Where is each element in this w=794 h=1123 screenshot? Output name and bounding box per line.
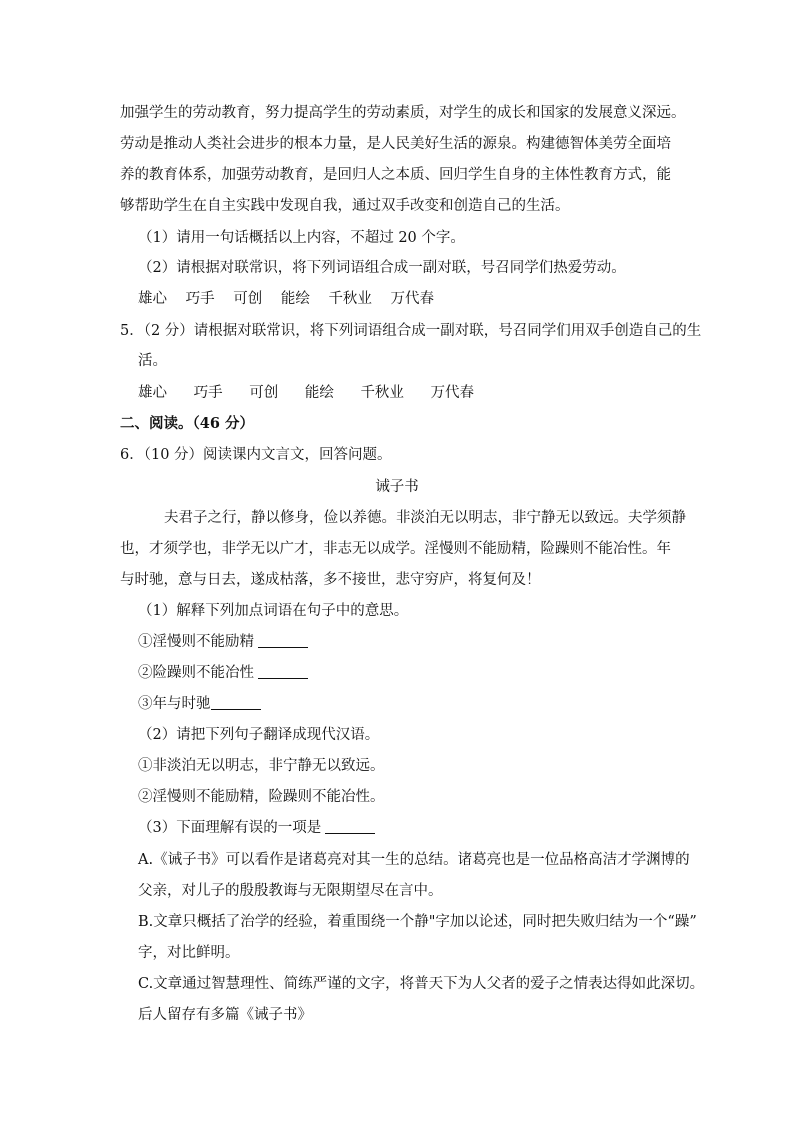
word-item: 能绘 (280, 291, 310, 307)
option-a-line-2: 父亲，对儿子的殷殷教诲与无限期望尽在言中。 (138, 883, 443, 899)
subquestion-3 (138, 818, 375, 838)
subquestion-2b: ②淫慢则不能励精，险躁则不能冶性。 (138, 789, 385, 805)
word-list-1 (138, 289, 448, 309)
subquestion-3-text: （3）下面理解有误的一项是 (138, 820, 322, 836)
passage-title: 诫子书 (375, 479, 419, 495)
question-5: 5．（2 分）请根据对联常识，将下列词语组合成一副对联，号召同学们用双手创造自己的生 (120, 323, 702, 339)
word-list-2 (138, 383, 496, 403)
passage-line-1: 加强学生的劳动教育，努力提高学生的劳动素质，对学生的成长和国家的发展意义深远。 (120, 105, 686, 121)
subquestion-2: （2）请把下列句子翻译成现代汉语。 (138, 727, 380, 743)
subquestion-1c (138, 694, 261, 714)
option-b-line-1: B.文章只概括了治学的经验，着重围绕一个静"字加以论述，同时把失败归结为一个“躁” (138, 914, 697, 930)
word-item: 万代春 (390, 291, 435, 307)
subquestion-1a-text: ①淫慢则不能励精 (138, 634, 254, 650)
option-a-line-1: A.《诫子书》可以看作是诸葛亮对其一生的总结。诸葛亮也是一位品格高洁才学渊博的 (138, 852, 690, 868)
question-4-2: （2）请根据对联常识，将下列词语组合成一副对联，号召同学们热爱劳动。 (138, 260, 626, 276)
subquestion-1a (138, 632, 308, 652)
question-5-cont: 活。 (138, 353, 167, 369)
answer-blank[interactable] (325, 819, 375, 834)
subquestion-1b (138, 663, 308, 683)
subquestion-1b-text: ②险躁则不能冶性 (138, 665, 254, 681)
section-heading-reading: 二、阅读。（46 分） (120, 415, 254, 432)
classical-text-line-2: 也，才须学也，非学无以广才，非志无以成学。淫慢则不能励精，险躁则不能冶性。年 (120, 541, 671, 557)
answer-blank[interactable] (258, 664, 308, 679)
word-item: 千秋业 (328, 291, 372, 307)
word-item: 巧手 (193, 385, 223, 401)
question-4-1: （1）请用一句话概括以上内容，不超过 20 个字。 (138, 230, 465, 246)
subquestion-2a: ①非淡泊无以明志，非宁静无以致远。 (138, 758, 385, 774)
option-c-line-1: C.文章通过智慧理性、简练严谨的文字，将普天下为人父者的爱子之情表达得如此深切。 (138, 976, 705, 992)
word-item: 能绘 (304, 385, 334, 401)
passage-line-2: 劳动是推动人类社会进步的根本力量，是人民美好生活的源泉。构建德智体美劳全面培 (120, 136, 671, 152)
option-b-line-2: 字，对比鲜明。 (138, 945, 240, 961)
option-c-line-2: 后人留存有多篇《诫子书》 (138, 1007, 312, 1023)
word-item: 雄心 (138, 385, 167, 401)
word-item: 巧手 (185, 291, 215, 307)
answer-blank[interactable] (211, 695, 261, 710)
question-6: 6．（10 分）阅读课内文言文，回答问题。 (120, 447, 392, 463)
word-item: 万代春 (430, 385, 475, 401)
word-item: 可创 (233, 291, 263, 307)
subquestion-1c-text: ③年与时驰 (138, 696, 211, 712)
answer-blank[interactable] (258, 633, 308, 648)
passage-line-4: 够帮助学生在自主实践中发现自我，通过双手改变和创造自己的生活。 (120, 198, 570, 214)
subquestion-1: （1）解释下列加点词语在句子中的意思。 (138, 603, 409, 619)
word-item: 雄心 (138, 291, 167, 307)
word-item: 千秋业 (360, 385, 404, 401)
classical-text-line-3: 与时驰，意与日去，遂成枯落，多不接世，悲守穷庐，将复何及！ (120, 572, 541, 588)
classical-text-line-1: 夫君子之行，静以修身，俭以养德。非淡泊无以明志，非宁静无以致远。夫学须静 (164, 510, 686, 526)
word-item: 可创 (249, 385, 279, 401)
passage-line-3: 养的教育体系，加强劳动教育，是回归人之本质、回归学生自身的主体性教育方式，能 (120, 167, 671, 183)
